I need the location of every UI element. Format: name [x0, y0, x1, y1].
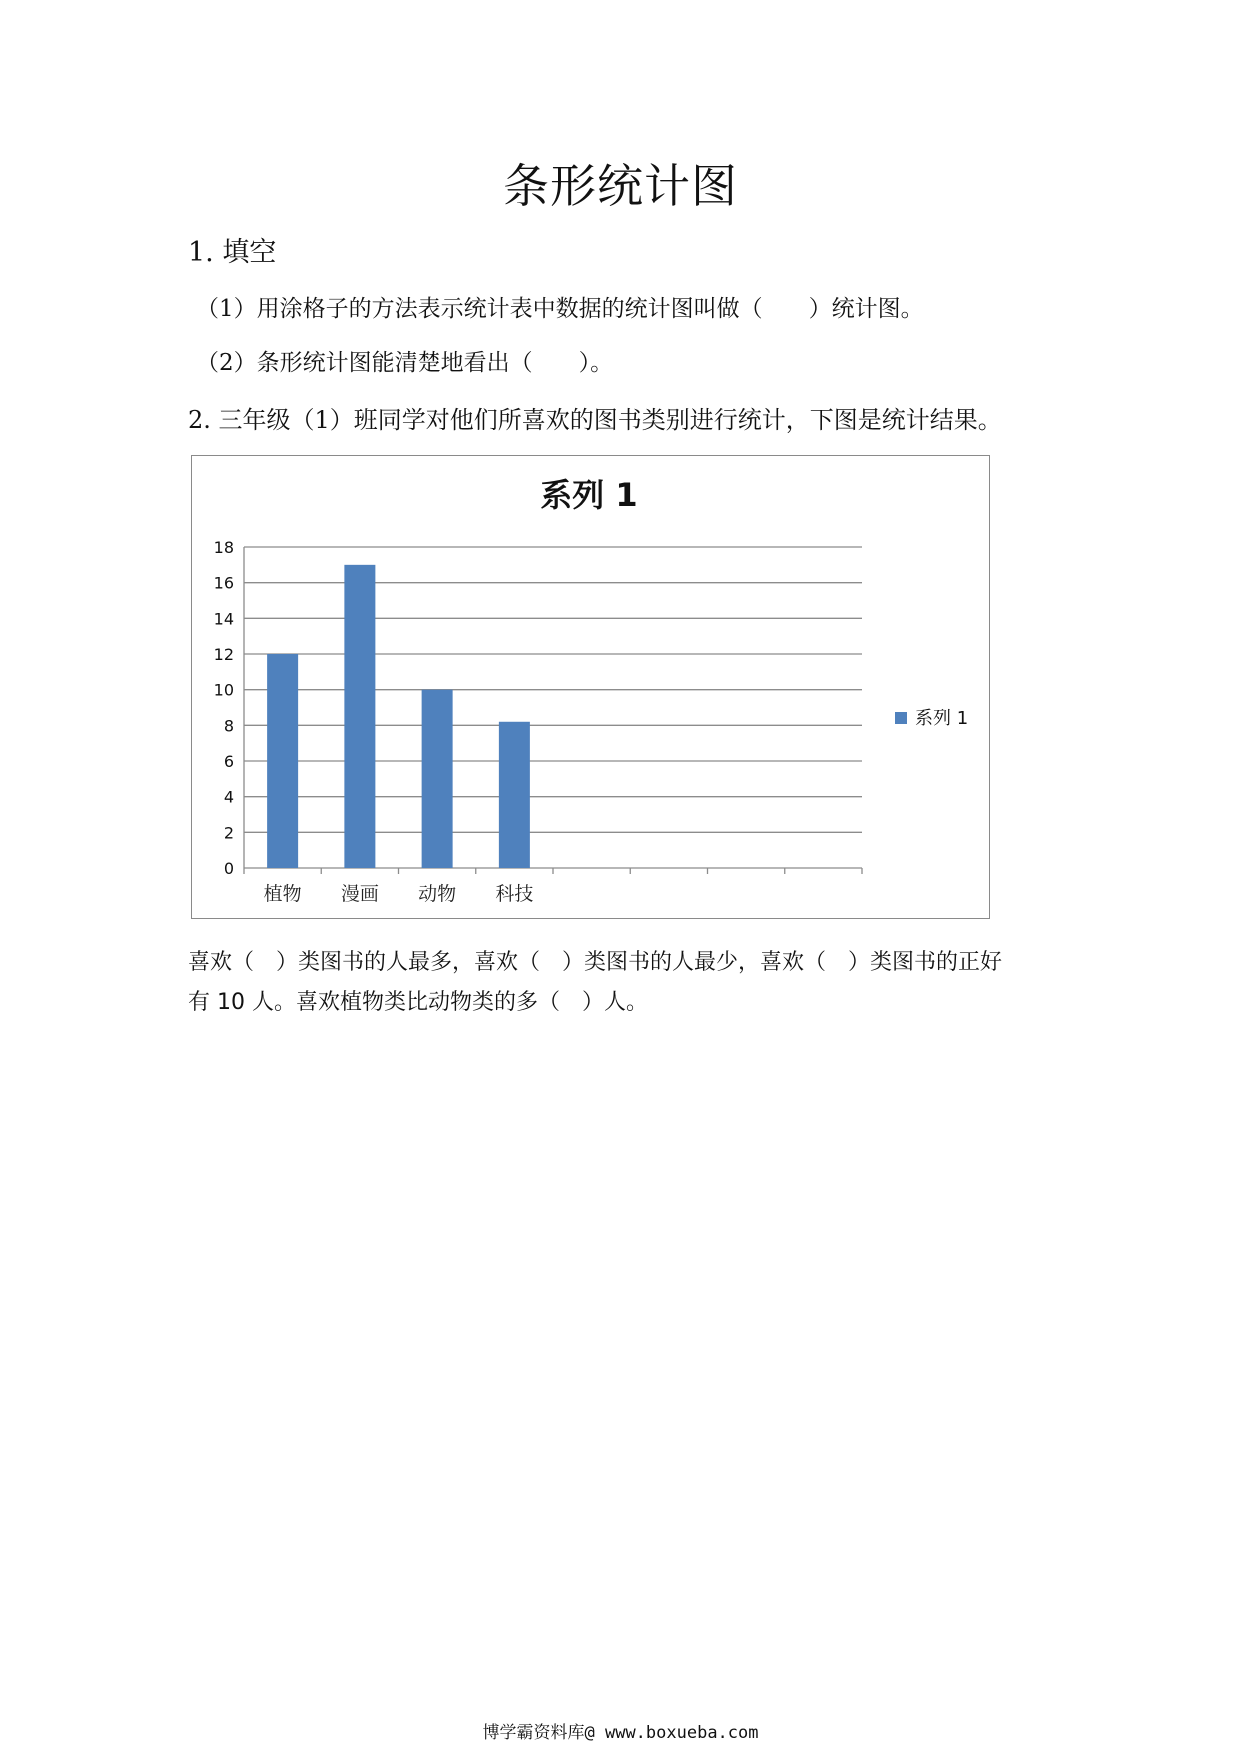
y-tick-label: 8 [223, 716, 234, 736]
y-tick-label: 6 [223, 752, 234, 771]
bar-chart-svg [192, 456, 989, 918]
x-category-label: 科技 [495, 883, 534, 905]
page-title: 条形统计图 [503, 159, 738, 213]
question-1-item-2: （2）条形统计图能清楚地看出（ ）。 [196, 350, 614, 376]
y-tick-label: 4 [223, 787, 234, 807]
answer-line-2: 有 10 人。喜欢植物类比动物类的多（ ）人。 [188, 990, 648, 1015]
chart-title: 系列 1 [540, 476, 638, 514]
y-tick-label: 2 [223, 823, 234, 843]
y-tick-label: 16 [213, 573, 234, 593]
bar-chart [191, 455, 990, 919]
bar-漫画 [344, 565, 375, 868]
y-tick-label: 14 [213, 609, 234, 629]
y-tick-label: 18 [213, 538, 234, 557]
bar-植物 [267, 654, 298, 868]
bar-科技 [499, 722, 530, 868]
footer-watermark: 博学霸资料库@ www.boxueba.com [482, 1723, 759, 1743]
y-tick-label: 10 [213, 680, 234, 700]
x-category-label: 动物 [418, 883, 457, 905]
answer-line-1: 喜欢（ ）类图书的人最多，喜欢（ ）类图书的人最少，喜欢（ ）类图书的正好 [188, 950, 1003, 975]
legend-swatch [895, 712, 907, 724]
y-tick-label: 12 [213, 645, 234, 664]
question-1-heading: 1. 填空 [188, 237, 277, 268]
x-category-label: 植物 [263, 883, 302, 905]
y-tick-label: 0 [223, 859, 234, 878]
legend-label: 系列 1 [915, 708, 969, 729]
x-category-label: 漫画 [340, 883, 379, 905]
question-2-heading: 2. 三年级（1）班同学对他们所喜欢的图书类别进行统计，下图是统计结果。 [188, 406, 1002, 434]
bar-动物 [422, 690, 453, 868]
question-1-item-1: （1）用涂格子的方法表示统计表中数据的统计图叫做（ ）统计图。 [196, 296, 924, 322]
